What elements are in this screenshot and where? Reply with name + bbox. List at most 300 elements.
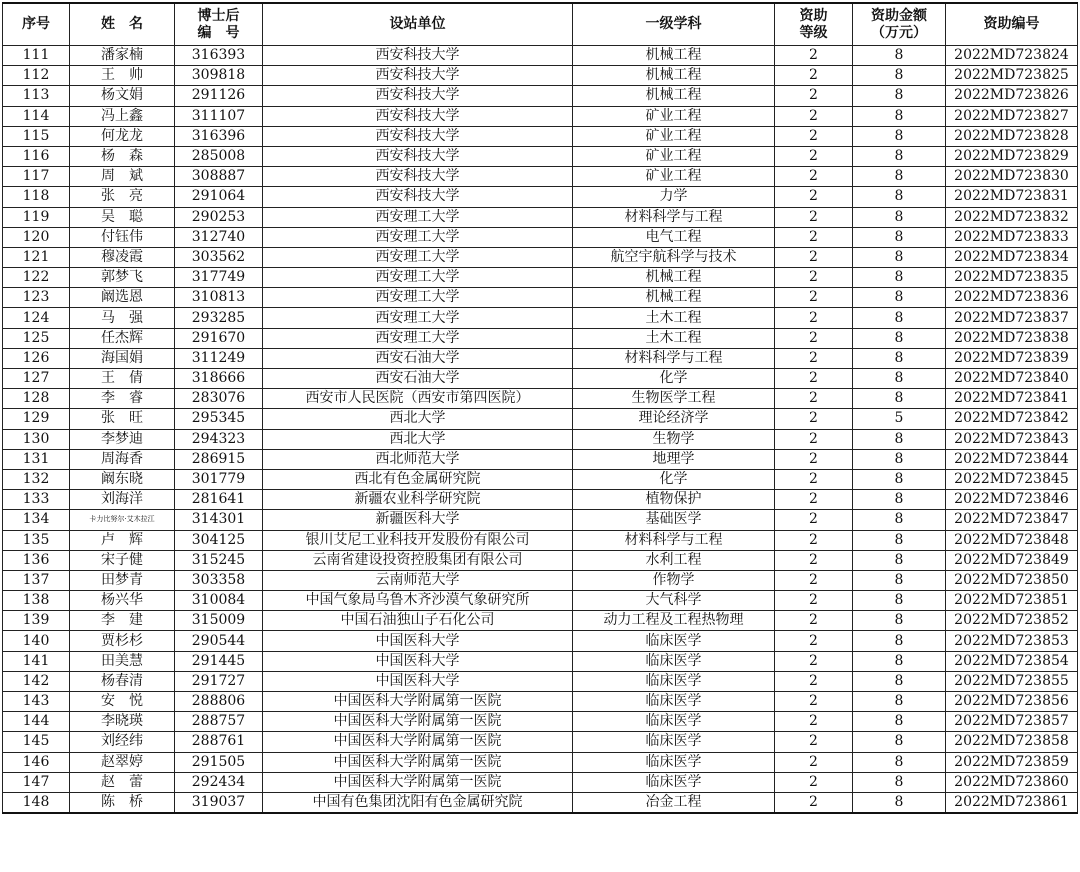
cell-name: 潘家楠 [70, 46, 175, 66]
cell-subject: 临床医学 [573, 752, 775, 772]
cell-grade: 2 [775, 167, 853, 187]
cell-code: 2022MD723844 [946, 449, 1078, 469]
cell-code: 2022MD723861 [946, 792, 1078, 813]
cell-subject: 机械工程 [573, 86, 775, 106]
cell-code: 2022MD723850 [946, 570, 1078, 590]
cell-subject: 机械工程 [573, 66, 775, 86]
table-row [3, 752, 1078, 772]
table-row [3, 409, 1078, 429]
cell-amount: 8 [853, 692, 946, 712]
cell-amount: 8 [853, 792, 946, 813]
cell-amount: 8 [853, 449, 946, 469]
cell-subject: 动力工程及工程热物理 [573, 611, 775, 631]
cell-subject: 化学 [573, 369, 775, 389]
cell-subject: 冶金工程 [573, 792, 775, 813]
cell-grade: 2 [775, 66, 853, 86]
table-row [3, 66, 1078, 86]
cell-seq: 144 [3, 712, 70, 732]
header-unit: 设站单位 [263, 3, 573, 46]
cell-subject: 生物学 [573, 429, 775, 449]
cell-unit: 西安科技大学 [263, 146, 573, 166]
cell-grade: 2 [775, 469, 853, 489]
cell-name: 田美慧 [70, 651, 175, 671]
cell-unit: 西北大学 [263, 409, 573, 429]
header-subject: 一级学科 [573, 3, 775, 46]
cell-name: 马 强 [70, 308, 175, 328]
cell-amount: 8 [853, 126, 946, 146]
header-seq: 序号 [3, 3, 70, 46]
table-row [3, 792, 1078, 813]
cell-seq: 130 [3, 429, 70, 449]
cell-grade: 2 [775, 792, 853, 813]
cell-postdoc-id: 312740 [175, 227, 263, 247]
cell-code: 2022MD723828 [946, 126, 1078, 146]
cell-unit: 新疆医科大学 [263, 510, 573, 530]
table-row [3, 490, 1078, 510]
cell-code: 2022MD723841 [946, 389, 1078, 409]
cell-grade: 2 [775, 288, 853, 308]
cell-subject: 临床医学 [573, 671, 775, 691]
cell-name: 刘经纬 [70, 732, 175, 752]
cell-subject: 矿业工程 [573, 126, 775, 146]
cell-seq: 127 [3, 369, 70, 389]
cell-name: 杨 森 [70, 146, 175, 166]
cell-unit: 西安科技大学 [263, 106, 573, 126]
cell-subject: 机械工程 [573, 46, 775, 66]
cell-grade: 2 [775, 106, 853, 126]
cell-unit: 中国医科大学附属第一医院 [263, 752, 573, 772]
cell-postdoc-id: 281641 [175, 490, 263, 510]
cell-grade: 2 [775, 328, 853, 348]
cell-seq: 131 [3, 449, 70, 469]
cell-name: 卡力比努尔·艾木拉江 [70, 510, 175, 530]
cell-unit: 西安理工大学 [263, 207, 573, 227]
cell-unit: 西北有色金属研究院 [263, 469, 573, 489]
cell-code: 2022MD723834 [946, 247, 1078, 267]
cell-grade: 2 [775, 207, 853, 227]
cell-unit: 西安理工大学 [263, 308, 573, 328]
cell-code: 2022MD723837 [946, 308, 1078, 328]
cell-amount: 8 [853, 651, 946, 671]
cell-seq: 133 [3, 490, 70, 510]
cell-grade: 2 [775, 146, 853, 166]
cell-amount: 8 [853, 611, 946, 631]
cell-postdoc-id: 304125 [175, 530, 263, 550]
cell-amount: 8 [853, 429, 946, 449]
header-amount-line2: （万元） [871, 24, 927, 41]
cell-unit: 西安理工大学 [263, 268, 573, 288]
cell-postdoc-id: 311107 [175, 106, 263, 126]
cell-amount: 8 [853, 772, 946, 792]
cell-code: 2022MD723839 [946, 348, 1078, 368]
cell-seq: 115 [3, 126, 70, 146]
cell-postdoc-id: 301779 [175, 469, 263, 489]
cell-amount: 8 [853, 268, 946, 288]
cell-code: 2022MD723854 [946, 651, 1078, 671]
table-row [3, 348, 1078, 368]
table-row [3, 692, 1078, 712]
cell-amount: 8 [853, 66, 946, 86]
cell-postdoc-id: 318666 [175, 369, 263, 389]
cell-code: 2022MD723847 [946, 510, 1078, 530]
cell-seq: 143 [3, 692, 70, 712]
cell-grade: 2 [775, 712, 853, 732]
cell-amount: 8 [853, 328, 946, 348]
cell-name: 陈 桥 [70, 792, 175, 813]
cell-seq: 118 [3, 187, 70, 207]
cell-name: 李 建 [70, 611, 175, 631]
cell-name: 付钰伟 [70, 227, 175, 247]
cell-seq: 140 [3, 631, 70, 651]
cell-subject: 材料科学与工程 [573, 530, 775, 550]
cell-amount: 8 [853, 530, 946, 550]
cell-code: 2022MD723853 [946, 631, 1078, 651]
cell-name: 穆凌霞 [70, 247, 175, 267]
cell-amount: 8 [853, 146, 946, 166]
table-row [3, 389, 1078, 409]
cell-seq: 122 [3, 268, 70, 288]
header-postdoc-id [175, 3, 263, 46]
cell-amount: 8 [853, 187, 946, 207]
cell-subject: 临床医学 [573, 772, 775, 792]
cell-postdoc-id: 288757 [175, 712, 263, 732]
cell-name: 海国娟 [70, 348, 175, 368]
cell-unit: 西安科技大学 [263, 167, 573, 187]
cell-seq: 119 [3, 207, 70, 227]
table-row [3, 671, 1078, 691]
cell-name: 王 倩 [70, 369, 175, 389]
cell-postdoc-id: 293285 [175, 308, 263, 328]
cell-name: 周 斌 [70, 167, 175, 187]
table-row [3, 651, 1078, 671]
cell-postdoc-id: 308887 [175, 167, 263, 187]
cell-amount: 8 [853, 86, 946, 106]
cell-name: 杨文娟 [70, 86, 175, 106]
cell-name: 周海香 [70, 449, 175, 469]
cell-seq: 129 [3, 409, 70, 429]
cell-seq: 135 [3, 530, 70, 550]
cell-subject: 作物学 [573, 570, 775, 590]
cell-code: 2022MD723832 [946, 207, 1078, 227]
cell-seq: 147 [3, 772, 70, 792]
cell-unit: 中国医科大学 [263, 651, 573, 671]
cell-seq: 125 [3, 328, 70, 348]
cell-unit: 中国医科大学附属第一医院 [263, 732, 573, 752]
cell-code: 2022MD723848 [946, 530, 1078, 550]
cell-name: 李 睿 [70, 389, 175, 409]
table-row [3, 268, 1078, 288]
cell-amount: 8 [853, 247, 946, 267]
cell-seq: 124 [3, 308, 70, 328]
cell-code: 2022MD723842 [946, 409, 1078, 429]
cell-grade: 2 [775, 752, 853, 772]
cell-amount: 8 [853, 167, 946, 187]
cell-postdoc-id: 317749 [175, 268, 263, 288]
cell-subject: 土木工程 [573, 328, 775, 348]
cell-postdoc-id: 291126 [175, 86, 263, 106]
cell-seq: 148 [3, 792, 70, 813]
cell-name: 宋子健 [70, 550, 175, 570]
cell-grade: 2 [775, 651, 853, 671]
cell-unit: 西安科技大学 [263, 126, 573, 146]
cell-grade: 2 [775, 348, 853, 368]
cell-postdoc-id: 303562 [175, 247, 263, 267]
table-row [3, 86, 1078, 106]
cell-grade: 2 [775, 449, 853, 469]
cell-postdoc-id: 291445 [175, 651, 263, 671]
header-grade [775, 3, 853, 46]
cell-name: 安 悦 [70, 692, 175, 712]
cell-code: 2022MD723845 [946, 469, 1078, 489]
cell-amount: 8 [853, 288, 946, 308]
cell-code: 2022MD723825 [946, 66, 1078, 86]
cell-postdoc-id: 291670 [175, 328, 263, 348]
cell-code: 2022MD723835 [946, 268, 1078, 288]
cell-grade: 2 [775, 631, 853, 651]
header-grade-line2: 等级 [799, 24, 828, 41]
cell-unit: 西安石油大学 [263, 348, 573, 368]
cell-unit: 西安市人民医院（西安市第四医院） [263, 389, 573, 409]
cell-seq: 121 [3, 247, 70, 267]
cell-amount: 8 [853, 207, 946, 227]
cell-unit: 西安理工大学 [263, 328, 573, 348]
cell-seq: 117 [3, 167, 70, 187]
cell-subject: 材料科学与工程 [573, 348, 775, 368]
header-grade-line1: 资助 [799, 7, 828, 24]
cell-amount: 8 [853, 227, 946, 247]
table-row [3, 591, 1078, 611]
cell-grade: 2 [775, 490, 853, 510]
cell-amount: 8 [853, 752, 946, 772]
cell-grade: 2 [775, 510, 853, 530]
table-row [3, 207, 1078, 227]
cell-postdoc-id: 294323 [175, 429, 263, 449]
table-row [3, 469, 1078, 489]
cell-code: 2022MD723859 [946, 752, 1078, 772]
cell-postdoc-id: 288761 [175, 732, 263, 752]
table-row [3, 106, 1078, 126]
cell-postdoc-id: 291505 [175, 752, 263, 772]
cell-code: 2022MD723846 [946, 490, 1078, 510]
cell-grade: 2 [775, 591, 853, 611]
cell-code: 2022MD723836 [946, 288, 1078, 308]
cell-name: 张 亮 [70, 187, 175, 207]
cell-postdoc-id: 319037 [175, 792, 263, 813]
cell-postdoc-id: 283076 [175, 389, 263, 409]
cell-seq: 116 [3, 146, 70, 166]
cell-amount: 8 [853, 550, 946, 570]
cell-code: 2022MD723855 [946, 671, 1078, 691]
cell-postdoc-id: 290544 [175, 631, 263, 651]
cell-grade: 2 [775, 772, 853, 792]
cell-postdoc-id: 291727 [175, 671, 263, 691]
cell-code: 2022MD723852 [946, 611, 1078, 631]
table-row [3, 146, 1078, 166]
cell-seq: 123 [3, 288, 70, 308]
cell-unit: 云南师范大学 [263, 570, 573, 590]
cell-amount: 8 [853, 570, 946, 590]
cell-unit: 新疆农业科学研究院 [263, 490, 573, 510]
cell-grade: 2 [775, 187, 853, 207]
cell-code: 2022MD723857 [946, 712, 1078, 732]
cell-name: 赵翠婷 [70, 752, 175, 772]
cell-subject: 航空宇航科学与技术 [573, 247, 775, 267]
cell-name: 贾杉杉 [70, 631, 175, 651]
cell-seq: 146 [3, 752, 70, 772]
table-body [3, 46, 1078, 814]
cell-grade: 2 [775, 247, 853, 267]
cell-code: 2022MD723838 [946, 328, 1078, 348]
cell-grade: 2 [775, 86, 853, 106]
cell-code: 2022MD723829 [946, 146, 1078, 166]
cell-seq: 113 [3, 86, 70, 106]
header-row [3, 3, 1078, 46]
cell-postdoc-id: 310084 [175, 591, 263, 611]
table-row [3, 126, 1078, 146]
cell-unit: 西北师范大学 [263, 449, 573, 469]
cell-subject: 矿业工程 [573, 146, 775, 166]
cell-postdoc-id: 311249 [175, 348, 263, 368]
cell-amount: 8 [853, 631, 946, 651]
cell-postdoc-id: 288806 [175, 692, 263, 712]
cell-subject: 地理学 [573, 449, 775, 469]
cell-seq: 111 [3, 46, 70, 66]
cell-unit: 中国医科大学附属第一医院 [263, 772, 573, 792]
funding-list-table [2, 2, 1078, 814]
cell-unit: 西安石油大学 [263, 369, 573, 389]
cell-unit: 中国医科大学 [263, 671, 573, 691]
cell-seq: 112 [3, 66, 70, 86]
cell-postdoc-id: 290253 [175, 207, 263, 227]
cell-unit: 西安科技大学 [263, 46, 573, 66]
cell-seq: 141 [3, 651, 70, 671]
cell-code: 2022MD723860 [946, 772, 1078, 792]
cell-name: 李梦迪 [70, 429, 175, 449]
cell-amount: 8 [853, 510, 946, 530]
cell-subject: 矿业工程 [573, 106, 775, 126]
header-name: 姓 名 [70, 3, 175, 46]
cell-postdoc-id: 303358 [175, 570, 263, 590]
cell-name: 吴 聪 [70, 207, 175, 227]
cell-grade: 2 [775, 611, 853, 631]
cell-name: 王 帅 [70, 66, 175, 86]
cell-grade: 2 [775, 732, 853, 752]
cell-grade: 2 [775, 369, 853, 389]
table-row [3, 429, 1078, 449]
table-row [3, 328, 1078, 348]
cell-seq: 114 [3, 106, 70, 126]
cell-grade: 2 [775, 570, 853, 590]
cell-name: 冯上鑫 [70, 106, 175, 126]
cell-name: 郭梦飞 [70, 268, 175, 288]
table-row [3, 227, 1078, 247]
table-row [3, 449, 1078, 469]
cell-subject: 临床医学 [573, 692, 775, 712]
cell-name: 赵 蕾 [70, 772, 175, 792]
cell-amount: 8 [853, 732, 946, 752]
cell-subject: 电气工程 [573, 227, 775, 247]
cell-postdoc-id: 316393 [175, 46, 263, 66]
cell-name: 卢 辉 [70, 530, 175, 550]
cell-name: 田梦青 [70, 570, 175, 590]
cell-subject: 临床医学 [573, 651, 775, 671]
cell-amount: 8 [853, 46, 946, 66]
cell-unit: 中国石油独山子石化公司 [263, 611, 573, 631]
cell-code: 2022MD723843 [946, 429, 1078, 449]
cell-subject: 植物保护 [573, 490, 775, 510]
header-amount [853, 3, 946, 46]
cell-subject: 基础医学 [573, 510, 775, 530]
cell-code: 2022MD723827 [946, 106, 1078, 126]
cell-grade: 2 [775, 692, 853, 712]
header-code: 资助编号 [946, 3, 1078, 46]
table-row [3, 570, 1078, 590]
cell-amount: 8 [853, 469, 946, 489]
cell-subject: 土木工程 [573, 308, 775, 328]
cell-subject: 理论经济学 [573, 409, 775, 429]
cell-code: 2022MD723826 [946, 86, 1078, 106]
cell-subject: 机械工程 [573, 288, 775, 308]
cell-amount: 8 [853, 490, 946, 510]
cell-subject: 大气科学 [573, 591, 775, 611]
cell-grade: 2 [775, 550, 853, 570]
cell-unit: 中国医科大学附属第一医院 [263, 712, 573, 732]
cell-postdoc-id: 292434 [175, 772, 263, 792]
cell-postdoc-id: 291064 [175, 187, 263, 207]
cell-seq: 139 [3, 611, 70, 631]
cell-name: 李晓瑛 [70, 712, 175, 732]
cell-seq: 126 [3, 348, 70, 368]
cell-postdoc-id: 309818 [175, 66, 263, 86]
table-row [3, 712, 1078, 732]
table-row [3, 611, 1078, 631]
header-amount-line1: 资助金额 [871, 7, 927, 24]
cell-grade: 2 [775, 268, 853, 288]
cell-grade: 2 [775, 46, 853, 66]
cell-postdoc-id: 314301 [175, 510, 263, 530]
table-row [3, 167, 1078, 187]
table-row [3, 187, 1078, 207]
table-row [3, 550, 1078, 570]
cell-unit: 中国医科大学 [263, 631, 573, 651]
cell-grade: 2 [775, 308, 853, 328]
cell-unit: 西安理工大学 [263, 247, 573, 267]
cell-grade: 2 [775, 671, 853, 691]
cell-unit: 西安理工大学 [263, 227, 573, 247]
cell-amount: 8 [853, 591, 946, 611]
cell-seq: 136 [3, 550, 70, 570]
table-row [3, 288, 1078, 308]
cell-unit: 中国有色集团沈阳有色金属研究院 [263, 792, 573, 813]
table-row [3, 772, 1078, 792]
cell-subject: 临床医学 [573, 712, 775, 732]
cell-seq: 142 [3, 671, 70, 691]
cell-subject: 力学 [573, 187, 775, 207]
cell-unit: 西安科技大学 [263, 187, 573, 207]
cell-amount: 8 [853, 712, 946, 732]
cell-postdoc-id: 285008 [175, 146, 263, 166]
cell-amount: 8 [853, 106, 946, 126]
cell-code: 2022MD723830 [946, 167, 1078, 187]
table-row [3, 732, 1078, 752]
cell-subject: 临床医学 [573, 732, 775, 752]
cell-postdoc-id: 316396 [175, 126, 263, 146]
cell-unit: 中国医科大学附属第一医院 [263, 692, 573, 712]
cell-amount: 8 [853, 389, 946, 409]
cell-name: 杨兴华 [70, 591, 175, 611]
cell-unit: 银川艾尼工业科技开发股份有限公司 [263, 530, 573, 550]
cell-code: 2022MD723833 [946, 227, 1078, 247]
